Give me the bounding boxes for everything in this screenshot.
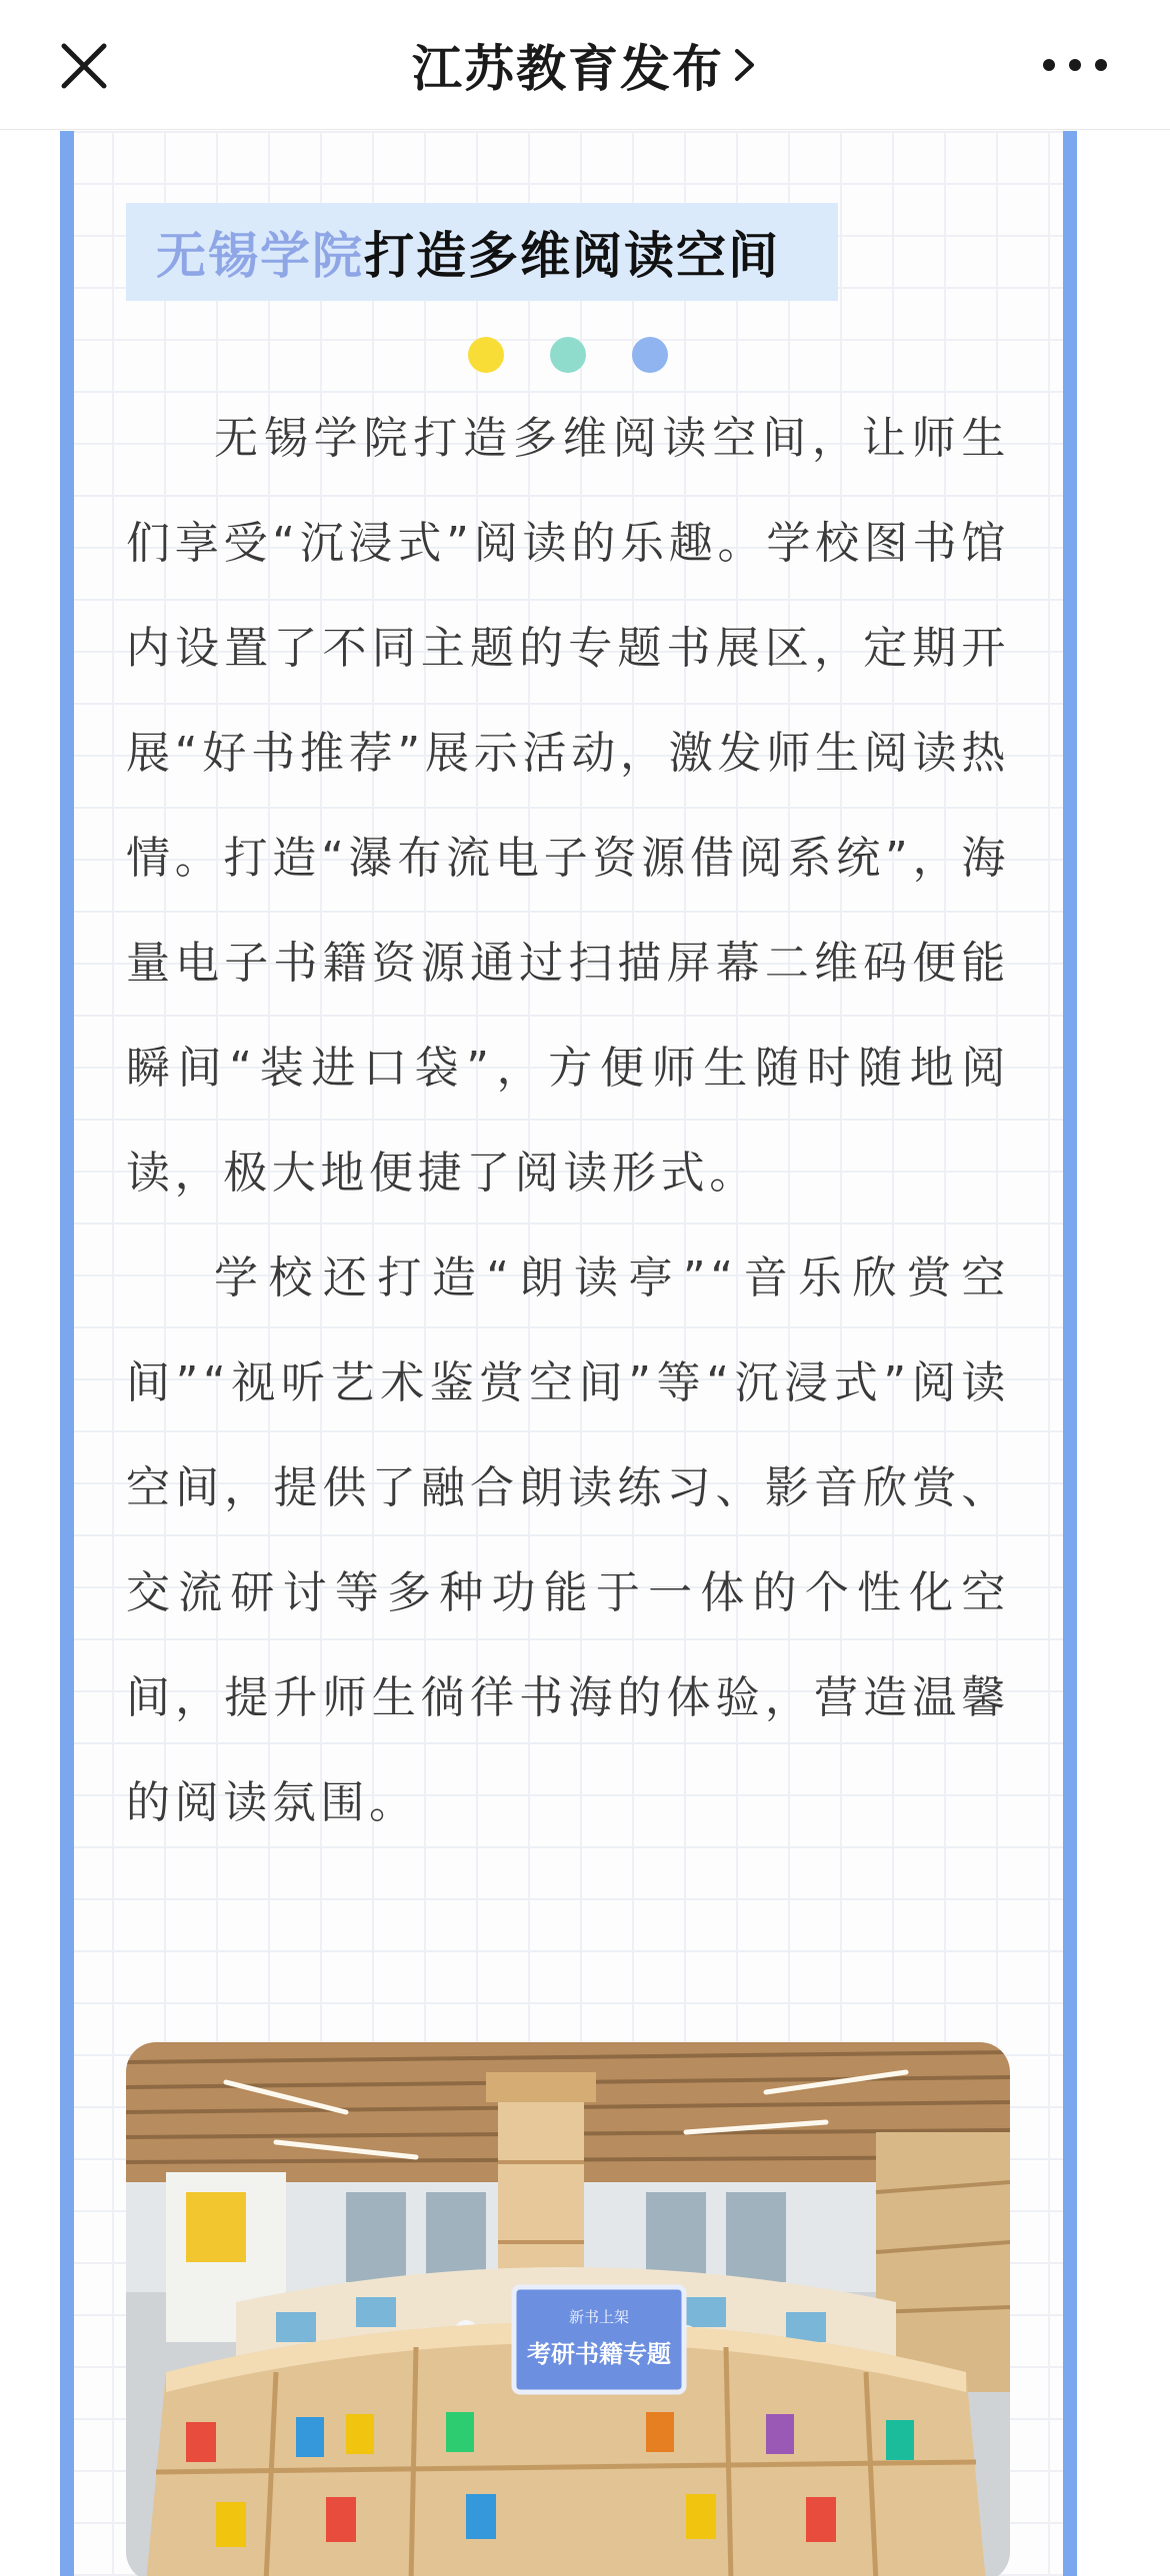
library-image <box>126 2042 1010 2576</box>
heading-accent-text: 无锡学院 <box>156 227 364 285</box>
right-border-rail <box>1063 131 1077 2576</box>
library-photo[interactable] <box>126 2042 1010 2576</box>
heading-main-text: 打造多维阅读空间 <box>364 227 780 285</box>
paragraph-1: 无锡学院打造多维阅读空间，让师生们享受“沉浸式”阅读的乐趣。学校图书馆内设置了不同主题的专题书展区，定期开展“好书推荐”展示活动，激发师生阅读热情。打造“瀑布流电子资源借阅系统”，海量电子书籍资源通过扫描屏幕二维码便能瞬间“装进口袋”，方便师生随时随地阅读，极大地便捷了阅读形式。 <box>126 413 1010 1199</box>
account-title-link[interactable] <box>0 0 1170 130</box>
top-bar <box>0 0 1170 130</box>
article-body <box>126 386 1010 1855</box>
chevron-right-icon <box>732 45 758 85</box>
sign-line2: 考研书籍专题 <box>527 2340 671 2368</box>
more-button[interactable] <box>1040 45 1110 85</box>
paragraph-2: 学校还打造“朗读亭”“音乐欣赏空间”“视听艺术鉴赏空间”等“沉浸式”阅读空间，提供了融合朗读练习、影音欣赏、交流研讨等多种功能于一体的个性化空间，提升师生徜徉书海的体验，营造温馨的阅读氛围。 <box>126 1253 1010 1828</box>
left-border-rail <box>60 131 74 2576</box>
section-heading <box>126 203 838 301</box>
yellow-dot <box>468 337 504 373</box>
page-title: 江苏教育发布 <box>412 40 724 98</box>
blue-dot <box>632 337 668 373</box>
teal-dot <box>550 337 586 373</box>
decorative-dots <box>468 337 668 377</box>
sign-line1: 新书上架 <box>568 2308 630 2326</box>
article-content[interactable] <box>0 131 1170 2576</box>
more-dots-icon <box>1040 45 1110 85</box>
